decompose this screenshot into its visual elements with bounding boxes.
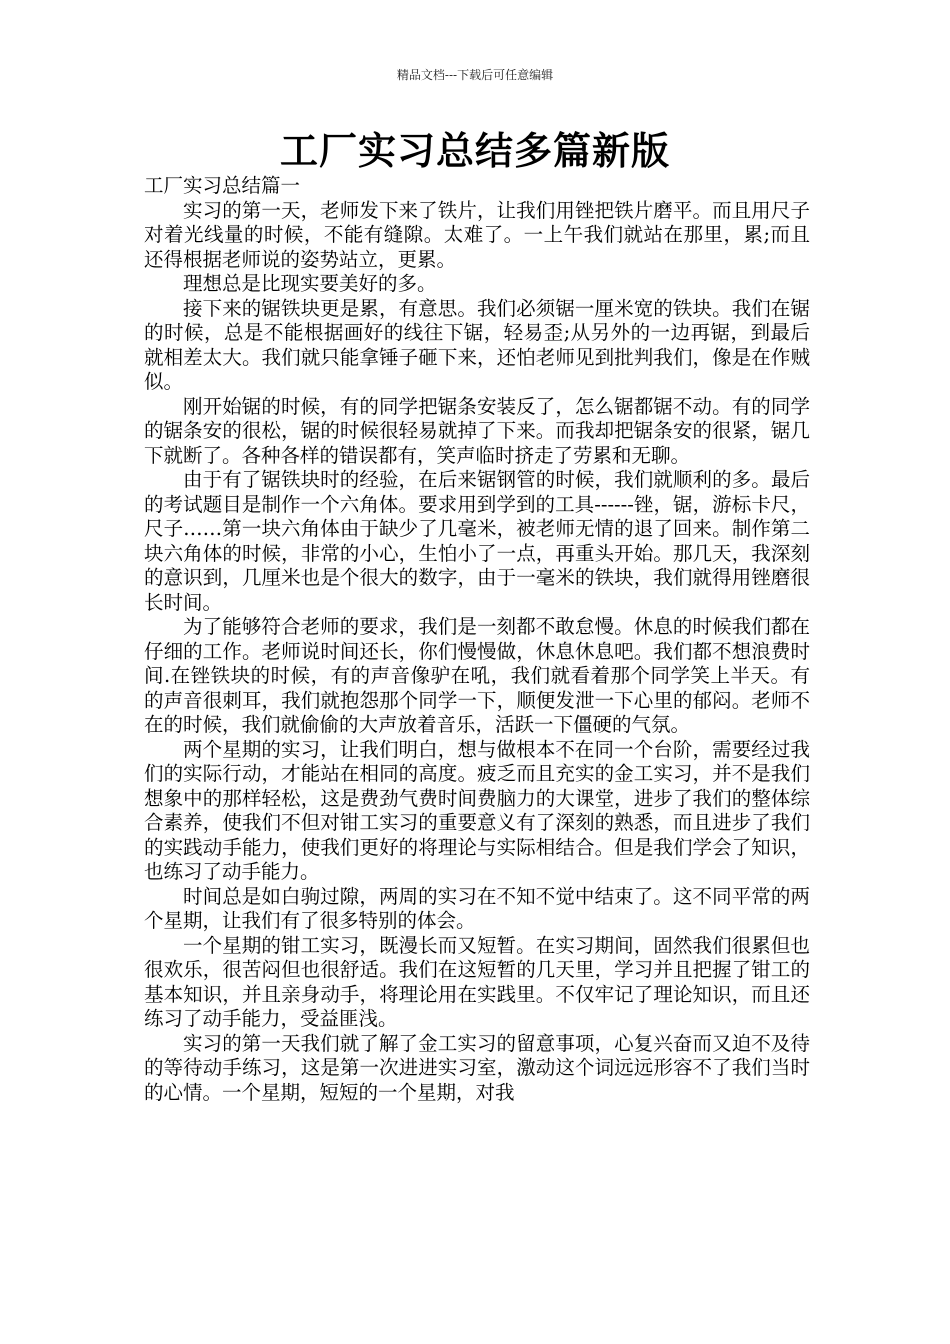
document-title: 工厂实习总结多篇新版 [279,129,670,173]
paragraph: 时间总是如白驹过隙，两周的实习在不知不觉中结束了。这不同平常的两个星期，让我们有了很多特别的体会。 [144,884,810,932]
paragraph: 接下来的锯铁块更是累，有意思。我们必须锯一厘米宽的铁块。我们在锯的时候，总是不能根据画好的线往下锯，轻易歪;从另外的一边再锯，到最后就相差太大。我们就只能拿锤子砸下来，还怕老师见到批判我们，像是在作贼似。 [144,296,810,393]
paragraph: 由于有了锯铁块时的经验，在后来锯钢管的时候，我们就顺利的多。最后的考试题目是制作一个六角体。要求用到学到的工具------锉，锯，游标卡尺，尺子……第一块六角体由于缺少了几毫米，被老师无情的退了回来。制作第二块六角体的时候，非常的小心，生怕小了一点，再重头开始。那几天，我深刻的意识到，几厘米也是个很大的数字，由于一毫米的铁块，我们就得用锉磨很长时间。 [144,468,810,614]
document-body [144,174,810,1105]
paragraph: 实习的第一天，老师发下来了铁片，让我们用锉把铁片磨平。而且用尺子对着光线量的时候，不能有缝隙。太难了。一上午我们就站在那里，累;而且还得根据老师说的姿势站立，更累。 [144,198,810,271]
paragraph: 一个星期的钳工实习，既漫长而又短暂。在实习期间，固然我们很累但也很欢乐，很苦闷但也很舒适。我们在这短暂的几天里，学习并且把握了钳工的基本知识，并且亲身动手，将理论用在实践里。不仅牢记了理论知识，而且还练习了动手能力，受益匪浅。 [144,933,810,1030]
section-heading: 工厂实习总结篇一 [144,174,301,197]
header-note: 精品文档---下载后可任意编辑 [396,68,554,82]
paragraph: 理想总是比现实要美好的多。 [183,272,437,295]
paragraph: 刚开始锯的时候，有的同学把锯条安装反了，怎么锯都锯不动。有的同学的锯条安的很松，锯的时候很轻易就掉了下来。而我却把锯条安的很紧，锯几下就断了。各种各样的错误都有，笑声临时挤走了劳累和无聊。 [144,394,810,467]
paragraph: 两个星期的实习，让我们明白，想与做根本不在同一个台阶，需要经过我们的实际行动，才能站在相同的高度。疲乏而且充实的金工实习，并不是我们想象中的那样轻松，这是费劲气费时间费脑力的大课堂，进步了我们的整体综合素养，使我们不但对钳工实习的重要意义有了深刻的熟悉，而且进步了我们的实践动手能力，使我们更好的将理论与实际相结合。但是我们学会了知识，也练习了动手能力。 [144,737,810,883]
paragraph: 为了能够符合老师的要求，我们是一刻都不敢怠慢。休息的时候我们都在仔细的工作。老师说时间还长，你们慢慢做，休息休息吧。我们都不想浪费时间.在锉铁块的时候，有的声音像驴在吼，我们就看着那个同学笑上半天。有的声音很刺耳，我们就抱怨那个同学一下，顺便发泄一下心里的郁闷。老师不在的时候，我们就偷偷的大声放着音乐，活跃一下僵硬的气氛。 [144,615,810,736]
paragraph: 实习的第一天我们就了解了金工实习的留意事项，心复兴奋而又迫不及待的等待动手练习，这是第一次进进实习室，激动这个词远远形容不了我们当时的心情。一个星期，短短的一个星期，对我 [144,1031,810,1104]
